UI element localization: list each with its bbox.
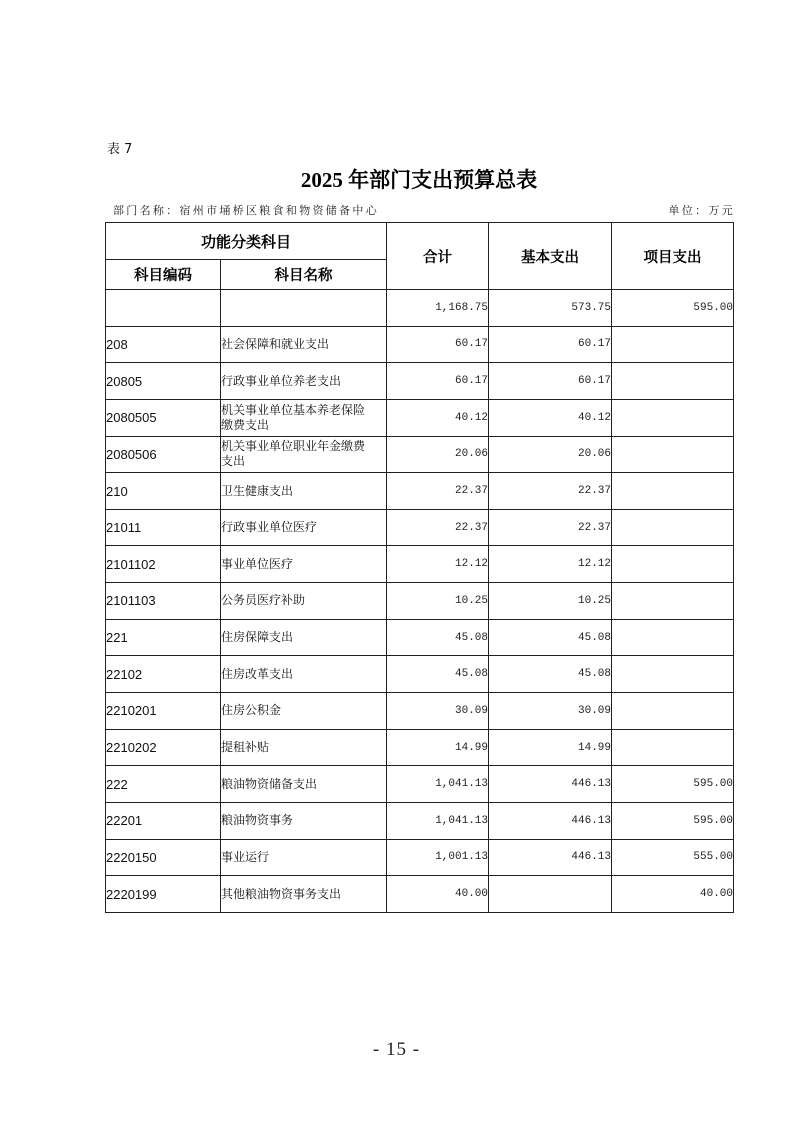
subject-code-cell [106,509,221,546]
subject-code-cell [106,802,221,839]
subject-code: 2080506 [106,446,157,462]
subject-code: 22201 [106,813,143,829]
subject-name-cell [221,436,387,473]
subject-name: 社会保障和就业支出 [221,336,330,351]
total-amount: 1,001.13 [435,851,489,864]
subject-name: 住房改革支出 [221,666,294,681]
subject-name-cell [221,839,387,876]
basic-expenditure-amount: 60.17 [578,375,612,388]
subject-code: 222 [106,776,128,792]
total-cell [387,509,489,546]
subject-name-cell [221,619,387,656]
subject-code: 20805 [106,373,143,389]
table-number-label: 表 7 [107,142,133,157]
total-cell [387,839,489,876]
table-row [106,363,734,400]
basic-expenditure-cell [489,656,612,693]
header-project-expenditure: 项目支出 [612,223,734,290]
total-cell [387,326,489,363]
subject-name-cell [221,509,387,546]
total-amount: 1,168.75 [435,301,489,314]
budget-table [105,222,734,913]
subject-code: 2210201 [106,703,157,719]
total-cell [387,290,489,327]
total-amount: 45.08 [455,631,489,644]
subject-name: 住房保障支出 [221,630,294,645]
subject-name: 公务员医疗补助 [221,593,306,608]
table-row [106,839,734,876]
subject-name-cell [221,876,387,913]
table-row [106,619,734,656]
project-expenditure-cell [612,436,734,473]
total-amount: 1,041.13 [435,778,489,791]
total-cell [387,876,489,913]
project-expenditure-cell [612,876,734,913]
subject-name: 机关事业单位职业年金缴费支出 [221,439,366,469]
project-expenditure-cell [612,729,734,766]
table-row [106,473,734,510]
table-row [106,290,734,327]
table-row [106,326,734,363]
subject-code: 2101103 [106,593,156,609]
table-row [106,436,734,473]
subject-code-cell [106,729,221,766]
basic-expenditure-cell [489,399,612,436]
subject-code: 2080505 [106,410,157,426]
project-expenditure-cell [612,290,734,327]
total-amount: 60.17 [455,338,489,351]
subject-name-cell [221,766,387,803]
subject-code: 208 [106,336,128,352]
header-subject-name: 科目名称 [221,260,387,290]
subject-name: 事业运行 [221,849,270,864]
header-total: 合计 [387,223,489,290]
total-cell [387,693,489,730]
basic-expenditure-amount: 446.13 [571,814,612,827]
subject-code: 21011 [106,520,142,536]
project-expenditure-cell [612,399,734,436]
budget-table-body [106,290,734,913]
subject-name-cell [221,290,387,327]
subject-name: 事业单位医疗 [221,556,294,571]
project-expenditure-amount: 595.00 [693,778,734,791]
subject-code-cell [106,473,221,510]
total-cell [387,473,489,510]
subject-name-cell [221,729,387,766]
subject-code-cell [106,326,221,363]
table-row [106,766,734,803]
project-expenditure-amount: 555.00 [693,851,734,864]
total-cell [387,802,489,839]
basic-expenditure-cell [489,546,612,583]
project-expenditure-cell [612,693,734,730]
table-row [106,802,734,839]
page-title: 2025 年部门支出预算总表 [300,168,538,192]
basic-expenditure-cell [489,619,612,656]
total-cell [387,546,489,583]
total-amount: 60.17 [455,375,489,388]
total-amount: 40.12 [455,411,489,424]
basic-expenditure-amount: 45.08 [578,631,612,644]
subject-code: 210 [106,483,128,499]
subject-name-cell [221,363,387,400]
subject-name: 提租补贴 [221,740,270,754]
project-expenditure-cell [612,839,734,876]
project-expenditure-amount: 595.00 [693,814,734,827]
project-expenditure-cell [612,509,734,546]
subject-name: 行政事业单位养老支出 [221,373,342,388]
project-expenditure-cell [612,766,734,803]
subject-name: 机关事业单位基本养老保险缴费支出 [221,402,366,432]
basic-expenditure-amount: 20.06 [578,448,612,461]
total-cell [387,766,489,803]
basic-expenditure-cell [489,839,612,876]
budget-table-header [106,223,734,290]
subject-code-cell [106,839,221,876]
table-row [106,729,734,766]
subject-code-cell [106,436,221,473]
subject-code: 22102 [106,666,143,682]
subject-name-cell [221,473,387,510]
table-row [106,546,734,583]
total-amount: 40.00 [455,888,489,901]
basic-expenditure-cell [489,693,612,730]
subject-name-cell [221,693,387,730]
subject-code: 2101102 [106,556,156,572]
basic-expenditure-cell [489,509,612,546]
project-expenditure-amount: 595.00 [693,301,734,314]
subject-code-cell [106,656,221,693]
subject-code-cell [106,363,221,400]
project-expenditure-amount: 40.00 [700,888,734,901]
subject-name-cell [221,656,387,693]
basic-expenditure-amount: 12.12 [578,558,612,571]
table-row [106,583,734,620]
basic-expenditure-amount: 573.75 [571,301,612,314]
basic-expenditure-amount: 45.08 [578,668,612,681]
basic-expenditure-cell [489,876,612,913]
project-expenditure-cell [612,363,734,400]
subject-code-cell [106,583,221,620]
total-cell [387,619,489,656]
subject-name-cell [221,326,387,363]
table-row [106,399,734,436]
basic-expenditure-cell [489,766,612,803]
header-basic-expenditure: 基本支出 [489,223,612,290]
total-amount: 10.25 [455,594,489,607]
subject-code: 221 [106,630,128,646]
subject-code: 2220150 [106,849,157,865]
header-functional-classification: 功能分类科目 [106,223,387,260]
subject-code: 2210202 [106,740,157,755]
header-row-1 [106,223,734,260]
subject-name: 其他粮油物资事务支出 [221,886,342,901]
project-expenditure-cell [612,546,734,583]
basic-expenditure-amount: 30.09 [578,704,612,717]
subject-name: 卫生健康支出 [221,483,294,498]
subject-code-cell [106,693,221,730]
subject-code-cell [106,876,221,913]
project-expenditure-cell [612,619,734,656]
basic-expenditure-amount: 14.99 [578,741,612,754]
basic-expenditure-amount: 10.25 [578,594,612,607]
total-amount: 30.09 [455,704,489,717]
project-expenditure-cell [612,802,734,839]
basic-expenditure-amount: 446.13 [571,778,612,791]
basic-expenditure-amount: 22.37 [578,485,612,498]
table-row [106,876,734,913]
total-cell [387,436,489,473]
subject-code-cell [106,546,221,583]
basic-expenditure-cell [489,802,612,839]
total-cell [387,363,489,400]
subject-code-cell [106,399,221,436]
basic-expenditure-cell [489,583,612,620]
total-cell [387,583,489,620]
subject-code: 2220199 [106,886,157,902]
page-number: - 15 - [372,1039,421,1060]
project-expenditure-cell [612,326,734,363]
subject-name: 住房公积金 [221,703,282,718]
table-row [106,509,734,546]
total-amount: 22.37 [455,521,489,534]
total-amount: 22.37 [455,485,489,498]
basic-expenditure-cell [489,473,612,510]
subject-code-cell [106,766,221,803]
department-name: 部门名称：宿州市埇桥区粮食和物资储备中心 [113,204,379,217]
total-cell [387,399,489,436]
subject-name: 粮油物资储备支出 [221,776,318,791]
total-cell [387,729,489,766]
subject-name: 行政事业单位医疗 [221,520,318,535]
project-expenditure-cell [612,473,734,510]
total-amount: 1,041.13 [435,814,489,827]
basic-expenditure-cell [489,290,612,327]
total-amount: 12.12 [455,558,489,571]
project-expenditure-cell [612,656,734,693]
total-amount: 45.08 [455,668,489,681]
project-expenditure-cell [612,583,734,620]
total-amount: 14.99 [455,741,489,754]
subject-code-cell [106,619,221,656]
basic-expenditure-cell [489,363,612,400]
subject-name-cell [221,399,387,436]
subject-name-cell [221,583,387,620]
basic-expenditure-amount: 60.17 [578,338,612,351]
basic-expenditure-cell [489,326,612,363]
table-row [106,656,734,693]
subject-name: 粮油物资事务 [221,813,294,828]
unit-label: 单位：万元 [668,204,735,217]
basic-expenditure-cell [489,729,612,766]
total-amount: 20.06 [455,448,489,461]
subject-name-cell [221,546,387,583]
basic-expenditure-amount: 40.12 [578,411,612,424]
header-subject-code: 科目编码 [106,260,221,290]
basic-expenditure-amount: 22.37 [578,521,612,534]
table-row [106,693,734,730]
basic-expenditure-amount: 446.13 [571,851,612,864]
subject-name-cell [221,802,387,839]
total-cell [387,656,489,693]
basic-expenditure-cell [489,436,612,473]
subject-code-cell [106,290,221,327]
